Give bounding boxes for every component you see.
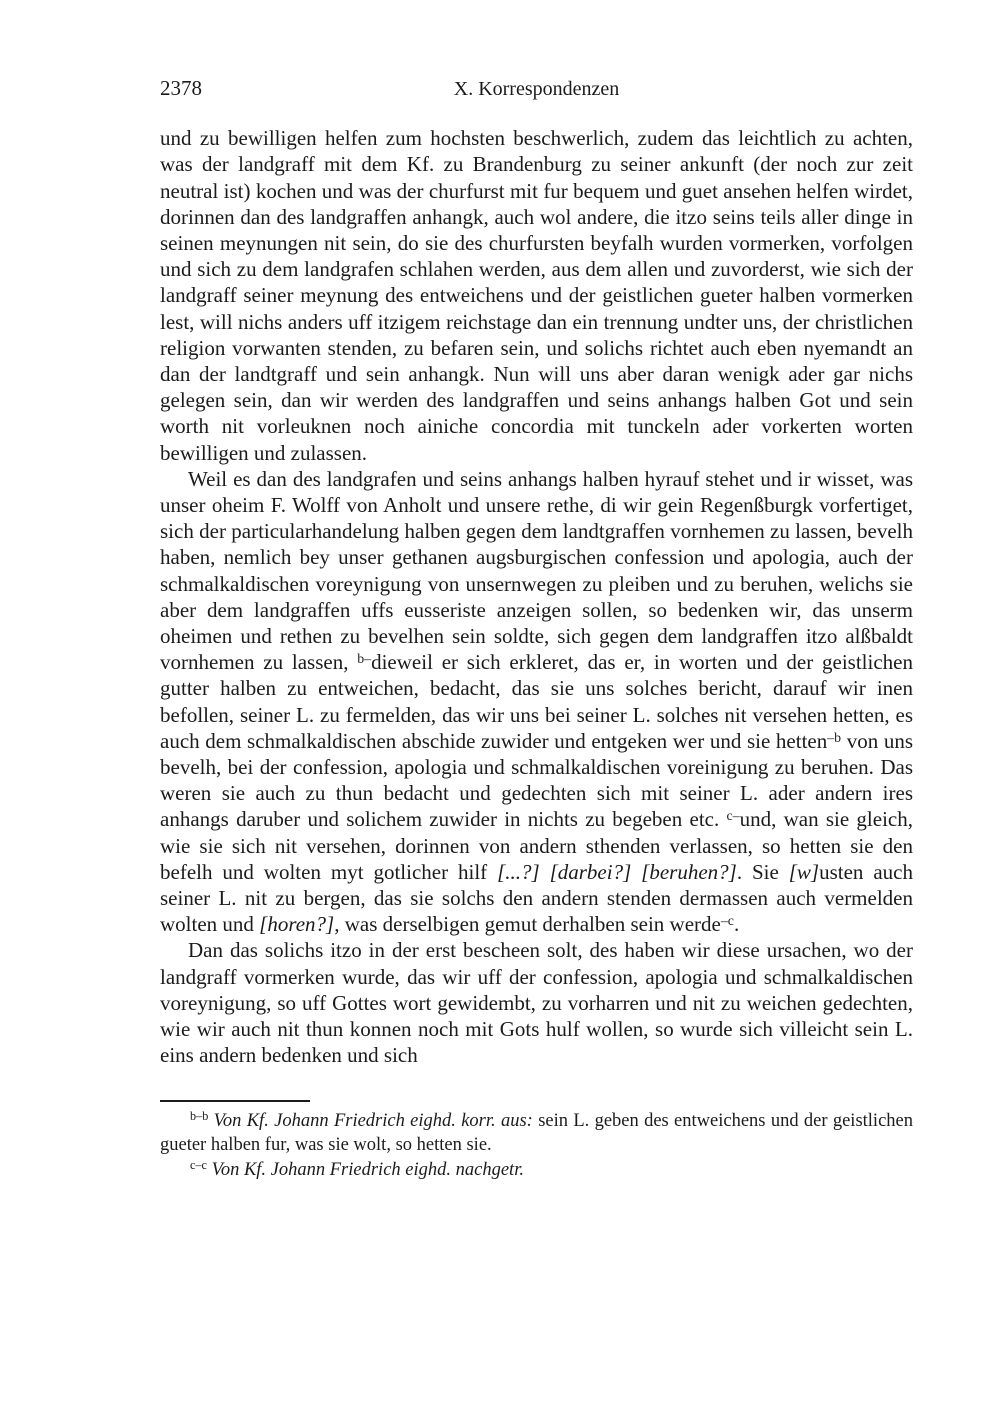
text-segment: von uns bevelh, bei der confession, apologia und schmalkaldischen voreinigung zu beruhen. Das weren sie auch zu thun bedacht und gedechten sich mit seiner L. ader andern ires anhangs daruber und solichem zuwider in nichts zu begeben etc.	[160, 728, 913, 832]
page-header	[160, 76, 913, 101]
text-segment: usten auch seiner L. nit zu bergen, das sie solchs den andern stenden dermassen auch vermelden wolten und	[160, 859, 913, 937]
editorial-conjecture: [w]	[788, 859, 820, 884]
text-segment: und zu bewilligen helfen zum hochsten beschwerlich, zudem das leichtlich zu achten, was der landgraff mit dem Kf. zu Brandenburg zu seiner ankunft (der noch zur zeit neutral ist) kochen und was der churfurst mit fur bequem und guet ansehen helfen wirdet, dorinnen dan des landgraffen anhangk, auch wol andere, die itzo seins teils aller dinge in seinen meynungen nit sein, do sie des churfursten beyfalh wurden vormerken, vorfolgen und sich zu dem landgrafen schlahen werden, aus dem allen und zuvorderst, wie sich der landgraff seiner meynung des entweichens und der geistlichen gueter halben vormerken lest, will nichs anders uff itzigem reichstage dan ein trennung undter uns, der christlichen religion vorwanten stenden, zu befaren sein, und solichs richtet auch eben nyemandt an dan der landtgraff und sein anhangk. Nun will uns aber daran wenigk ader gar nichs gelegen sein, dan wir werden des landgraffen und seins anhangs halben Got und sein worth nit vorleuknen noch ainiche concordia mit tunckeln ader vorkerten worten bewilligen und zulassen.	[160, 126, 913, 465]
footnote-reference-marker: c–	[726, 808, 740, 824]
footnote	[160, 1158, 913, 1183]
text-segment: dieweil er sich erkleret, das er, in worten und der geistlichen gutter halben zu entweichen, bedacht, das sie uns solches bericht, darauf wir inen befollen, seiner L. zu fermelden, das wir uns bei seiner L. solches nit versehen hetten, es auch dem schmalkaldischen abschide zuwider und entgeken wer und sie hetten	[160, 650, 913, 753]
footnote-reference-marker: –c	[720, 913, 734, 929]
text-block	[160, 76, 913, 1182]
footnote-marker: b–b	[190, 1109, 209, 1124]
text-segment: Dan das solichs itzo in der erst bescheen solt, des haben wir diese ursachen, wo der landgraff vormerken wurde, das wir uff der confession, apologia und schmalkaldischen voreynigung, so uff Gottes wort gewidembt, zu vorharren und nit zu weichen gedechten, wie wir auch nit thun konnen noch mit Gots hulf wollen, so wurde sich villeicht sein L. eins andern bedenken und sich	[160, 938, 913, 1068]
footnote-marker: c–c	[190, 1158, 207, 1173]
editorial-conjecture: [horen?]	[259, 912, 335, 937]
text-segment: , was derselbigen gemut derhalben sein werde	[334, 912, 721, 937]
paragraph	[160, 466, 913, 938]
footnote	[160, 1109, 913, 1158]
body-text	[160, 125, 913, 1068]
footnote-reference-marker: –b	[827, 729, 842, 745]
footnote-separator	[160, 1100, 310, 1102]
editorial-conjecture: Von Kf. Johann Friedrich eighd. nachgetr.	[211, 1159, 524, 1180]
editorial-conjecture: Von Kf. Johann Friedrich eighd. korr. aus:	[213, 1110, 533, 1131]
paragraph	[160, 125, 913, 466]
footnotes	[160, 1109, 913, 1183]
text-segment: . Sie	[736, 859, 789, 884]
running-head: X. Korrespondenzen	[453, 78, 620, 100]
text-segment: sein L. geben des entweichens und der geistlichen gueter halben fur, was sie wolt, so hetten sie.	[160, 1110, 913, 1156]
text-segment: und, wan sie gleich, wie sie sich nit versehen, dorinnen von andern sthenden verlassen, so hetten sie den befelh und wolten myt gotlicher hilf	[160, 807, 913, 884]
text-segment: .	[733, 912, 740, 937]
text-segment: Weil es dan des landgrafen und seins anhangs halben hyrauf stehet und ir wisset, was unser oheim F. Wolff von Anholt und unsere rethe, di wir gein Regenßburgk vorfertiget, sich der particularhandelung halben gegen dem landtgraffen vornhemen zu lassen, bevelh haben, nemlich bey unser gethanen augsburgischen confession und apologia, auch der schmalkaldischen voreynigung von unsernwegen zu pleiben und zu beruhen, welichs sie aber dem landgraffen uffs eusseriste anzeigen sollen, so bedenken wir, das unserm oheimen und rethen zu bevelhen sein soldte, sich gegen dem landgraffen itzo alßbaldt vornhemen zu lassen,	[160, 466, 913, 675]
paragraph	[160, 937, 913, 1068]
page-number: 2378	[160, 76, 202, 100]
footnote-reference-marker: b–	[357, 651, 372, 667]
editorial-conjecture: [...?] [darbei?] [beruhen?]	[497, 859, 737, 884]
